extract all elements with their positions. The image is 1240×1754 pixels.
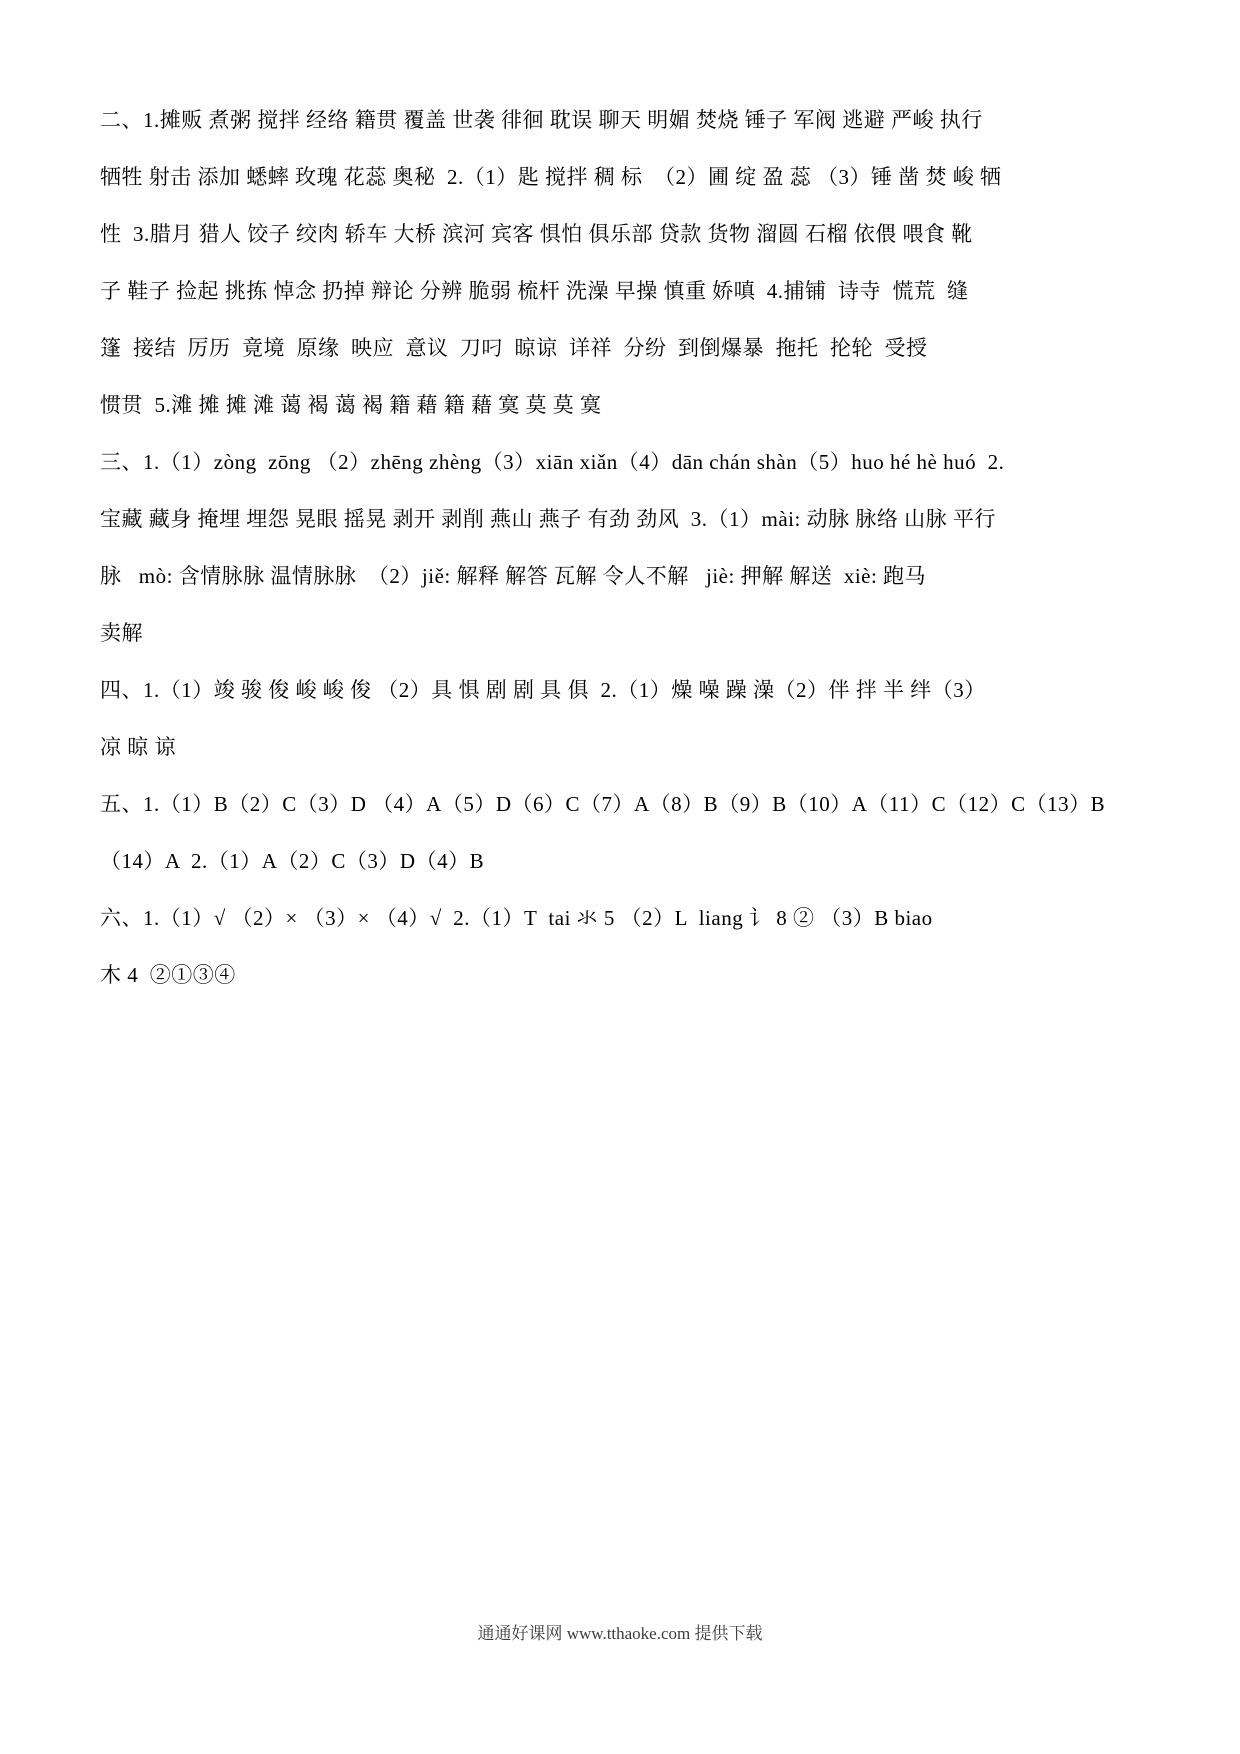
answer-line-14: （14）A 2.（1）A（2）C（3）D（4）B (100, 849, 485, 873)
answer-line-4: 子 鞋子 捡起 挑拣 悼念 扔掉 辩论 分辨 脆弱 梳杆 洗澡 早操 慎重 娇嗔 4.捕铺 诗寺 慌荒 缝 (100, 279, 969, 303)
answer-line-8: 宝藏 藏身 掩埋 埋怨 晃眼 摇晃 剥开 剥削 燕山 燕子 有劲 劲风 3.（1）mài: 动脉 脉络 山脉 平行 (100, 507, 996, 531)
answer-line-1: 二、1.摊贩 煮粥 搅拌 经络 籍贯 覆盖 世袭 徘徊 耽误 聊天 明媚 焚烧 锤子 军阀 逃避 严峻 执行 (100, 108, 983, 132)
answer-line-9: 脉 mò: 含情脉脉 温情脉脉 （2）jiě: 解释 解答 瓦解 令人不解 jiè: 押解 解送 xiè: 跑马 (100, 564, 927, 588)
answer-line-2: 牺牲 射击 添加 蟋蟀 玫瑰 花蕊 奥秘 2.（1）匙 搅拌 稠 标 （2）圃 绽 盈 蕊 （3）锤 凿 焚 峻 牺 (100, 165, 1002, 189)
answer-line-11: 四、1.（1）竣 骏 俊 峻 峻 俊 （2）具 惧 剧 剧 具 俱 2.（1）燥 噪 躁 澡（2）伴 拌 半 绊（3） (100, 678, 986, 702)
answer-line-6: 惯贯 5.滩 摊 摊 滩 蔼 褐 蔼 褐 籍 藉 籍 藉 寞 莫 莫 寞 (100, 393, 602, 417)
footer-site-credit: 通通好课网 www.tthaoke.com 提供下载 (477, 1624, 763, 1643)
answer-line-16: 木 4 ②①③④ (100, 963, 236, 987)
answer-line-12: 凉 晾 谅 (100, 735, 176, 759)
answer-line-13: 五、1.（1）B（2）C（3）D （4）A（5）D（6）C（7）A（8）B（9）B（10）A（11）C（12）C（13）B (100, 792, 1106, 816)
answer-key-body (100, 92, 1150, 1004)
answer-line-3: 性 3.腊月 猎人 饺子 绞肉 轿车 大桥 滨河 宾客 惧怕 俱乐部 贷款 货物 溜圆 石榴 依偎 喂食 靴 (100, 222, 973, 246)
answer-line-10: 卖解 (100, 621, 143, 645)
answer-line-7: 三、1.（1）zòng zōng （2）zhēng zhèng（3）xiān xiǎn（4）dān chán shàn（5）huo hé hè huó 2. (100, 450, 1005, 474)
answer-line-15: 六、1.（1）√ （2）× （3）× （4）√ 2.（1）T tai 氺 5 （2）L liang 讠 8 ② （3）B biao (100, 906, 933, 930)
answer-line-5: 篷 接结 厉历 竟境 原缘 映应 意议 刀叼 晾谅 详祥 分纷 到倒爆暴 拖托 抡轮 受授 (100, 336, 928, 360)
